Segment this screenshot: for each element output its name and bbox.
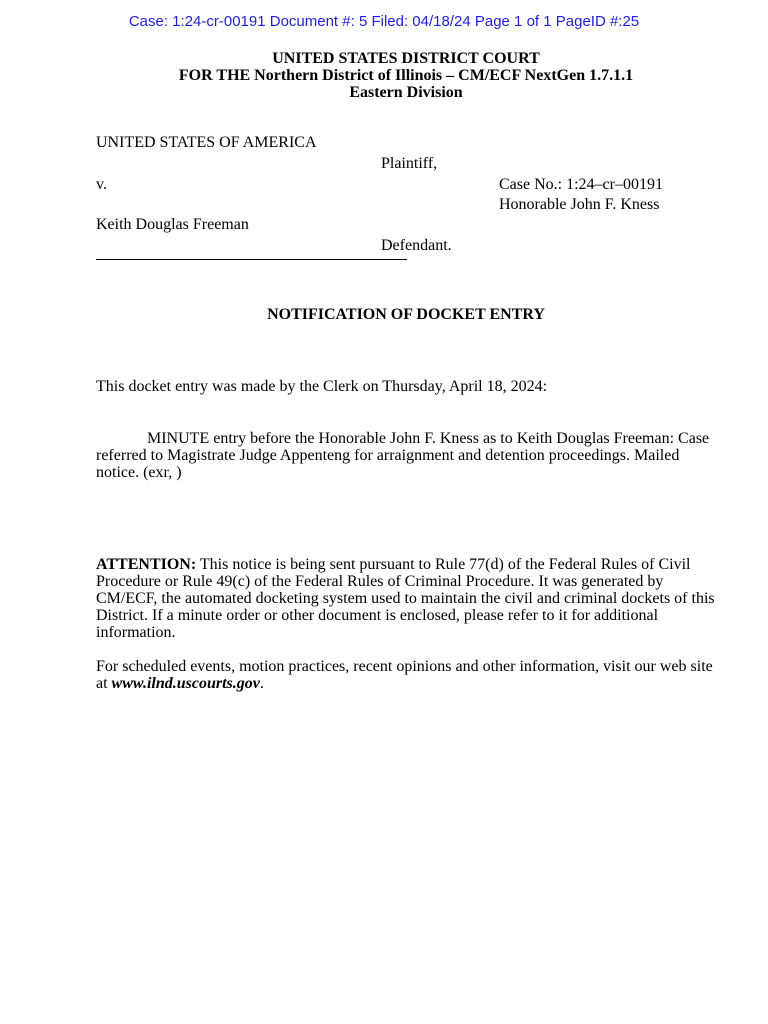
website-note-text: For scheduled events, motion practices, recent opinions and other information, visit our web site at — [96, 658, 713, 692]
website-note-end: . — [259, 675, 264, 692]
versus: v. — [96, 176, 107, 193]
filing-stamp: Case: 1:24-cr-00191 Document #: 5 Filed: 04/18/24 Page 1 of 1 PageID #:25 — [128, 13, 640, 30]
court-division: Eastern Division — [349, 84, 463, 101]
website-link[interactable]: www.ilnd.uscourts.gov — [111, 675, 260, 692]
judge-name: Honorable John F. Kness — [499, 196, 660, 213]
attention-label: ATTENTION: — [96, 556, 197, 573]
attention-text: This notice is being sent pursuant to Rule 77(d) of the Federal Rules of Civil Procedure or Rule 49(c) of the Federal Rules of Criminal Procedure. It was generated by CM/ECF, the automated docketing system used to maintain the civil and criminal dockets of this District. If a minute order or other document is enclosed, please refer to it for additional information. — [96, 556, 715, 641]
case-number: Case No.: 1:24–cr–00191 — [499, 176, 663, 193]
court-name: UNITED STATES DISTRICT COURT — [272, 50, 540, 67]
plaintiff-role: Plaintiff, — [381, 155, 438, 172]
minute-entry-text: MINUTE entry before the Honorable John F. Kness as to Keith Douglas Freeman: Case referred to Magistrate Judge Appenteng for arraignment and detention proceedings. Mailed notice. (exr, ) — [96, 430, 710, 481]
caption-divider — [96, 259, 407, 260]
plaintiff-name: UNITED STATES OF AMERICA — [96, 134, 317, 151]
notice-title: NOTIFICATION OF DOCKET ENTRY — [267, 306, 545, 323]
defendant-role: Defendant. — [381, 237, 452, 254]
entry-intro: This docket entry was made by the Clerk on Thursday, April 18, 2024: — [96, 378, 548, 395]
website-note — [96, 658, 716, 692]
attention-notice — [96, 556, 716, 641]
minute-entry — [96, 430, 716, 481]
court-header — [0, 50, 768, 101]
court-district: FOR THE Northern District of Illinois – CM/ECF NextGen 1.7.1.1 — [178, 67, 634, 84]
defendant-name: Keith Douglas Freeman — [96, 216, 249, 233]
